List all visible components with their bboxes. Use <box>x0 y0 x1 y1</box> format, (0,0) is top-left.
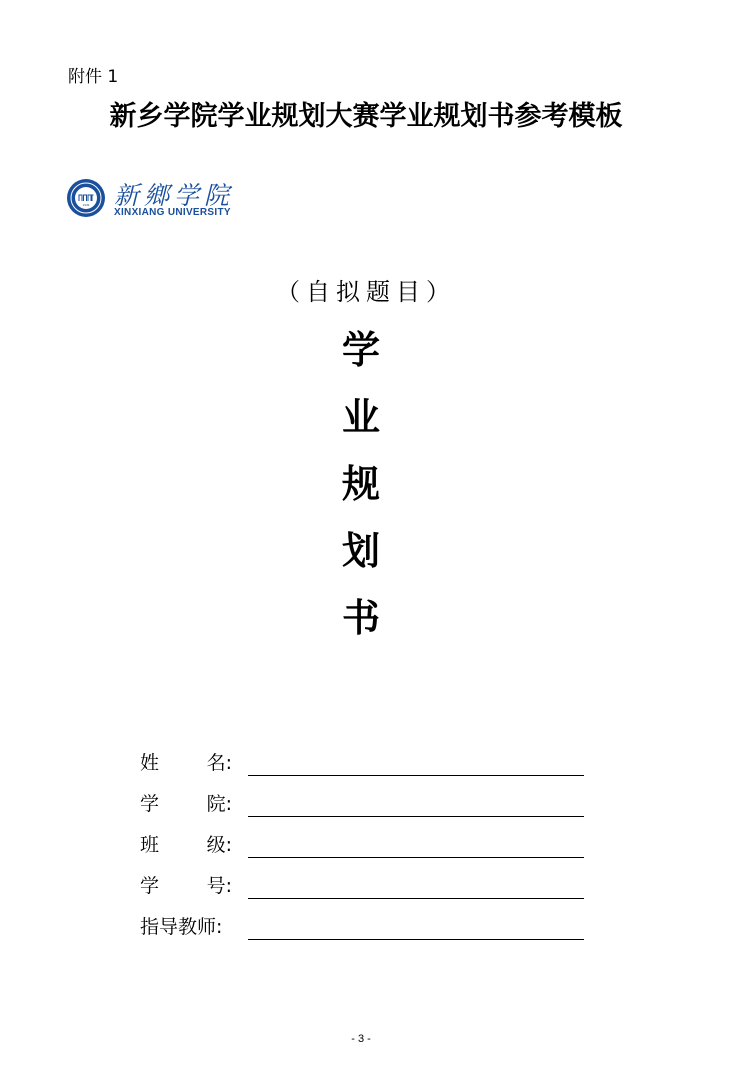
label-part: 名: <box>206 752 232 774</box>
label-part: 姓 <box>140 752 160 774</box>
name-field-line[interactable] <box>248 775 584 776</box>
label-part: 号: <box>206 875 232 897</box>
label-part: 级: <box>206 834 232 856</box>
college-field-line[interactable] <box>248 816 584 817</box>
title-char: 书 <box>341 595 380 640</box>
class-field-line[interactable] <box>248 857 584 858</box>
label-part: 班 <box>140 834 160 856</box>
form-label-class <box>140 830 232 857</box>
page-number: - 3 - <box>351 1033 371 1045</box>
form-row-advisor <box>140 912 590 953</box>
form-label-name <box>140 748 232 775</box>
attachment-label: 附件 1 <box>68 67 119 87</box>
title-char: 学 <box>341 327 380 372</box>
university-name-en: XINXIANG UNIVERSITY <box>114 207 231 218</box>
document-title: 新乡学院学业规划大赛学业规划书参考模板 <box>109 101 623 132</box>
form-row-student-id <box>140 871 590 912</box>
university-name-cn: 新鄉学院 <box>114 181 235 210</box>
cover-subtitle: （自拟题目） <box>276 278 456 306</box>
form-row-college <box>140 789 590 830</box>
label-part: 院: <box>206 793 232 815</box>
info-form <box>140 748 590 953</box>
form-label-student-id <box>140 871 232 898</box>
student-id-field-line[interactable] <box>248 898 584 899</box>
form-row-class <box>140 830 590 871</box>
form-label-advisor: 指导教师: <box>140 916 223 938</box>
university-logo <box>66 176 246 224</box>
advisor-field-line[interactable] <box>248 939 584 940</box>
university-seal-icon <box>66 178 106 218</box>
form-row-name <box>140 748 590 789</box>
cover-vertical-title <box>0 322 722 657</box>
title-char: 业 <box>341 394 380 439</box>
form-label-college <box>140 789 232 816</box>
label-part: 学 <box>140 793 160 815</box>
label-part: 学 <box>140 875 160 897</box>
svg-text:1949: 1949 <box>82 203 90 207</box>
title-char: 规 <box>341 461 380 506</box>
title-char: 划 <box>341 528 380 573</box>
